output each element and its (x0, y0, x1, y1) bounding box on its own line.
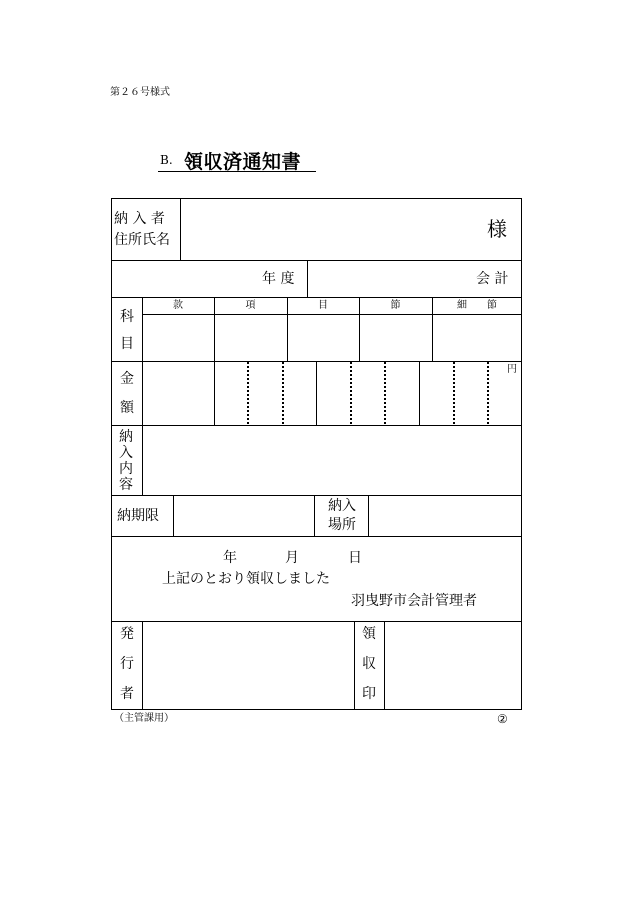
subject-col-kan: 款 (173, 300, 183, 311)
receipt-month: 月 (285, 550, 299, 566)
divider (111, 536, 522, 537)
dept-note: （主管課用） (114, 713, 174, 724)
subject-col-setsu: 節 (390, 300, 401, 311)
receipt-year: 年 (223, 550, 237, 566)
digit-separator (282, 362, 284, 424)
title-prefix: B. (160, 153, 173, 167)
subject-col-moku: 目 (318, 300, 328, 311)
digit-separator (384, 362, 386, 424)
page-title: 領収済通知書 (184, 151, 302, 173)
digit-separator (453, 362, 455, 424)
fiscal-year-label: 年 度 (262, 271, 295, 287)
account-label: 会 計 (476, 271, 509, 287)
divider (111, 297, 522, 298)
payer-label-line1: 納 入 者 (114, 211, 165, 227)
amount-label-2: 額 (120, 400, 134, 416)
issuer-label-2: 行 (120, 656, 134, 672)
amount-label-1: 金 (120, 371, 134, 387)
divider (111, 260, 522, 261)
divider (368, 495, 369, 536)
subject-col-saisetsu: 細 節 (457, 300, 497, 311)
digit-separator (350, 362, 352, 424)
digit-separator (247, 362, 249, 424)
digit-separator (487, 362, 489, 424)
divider (111, 425, 522, 426)
copy-mark: ② (497, 712, 508, 726)
divider (314, 495, 315, 536)
seal-label-3: 印 (362, 686, 376, 702)
subject-label-1: 科 (120, 309, 134, 325)
title-row (158, 147, 316, 172)
divider (142, 621, 143, 710)
payment-place-label-2: 場所 (328, 517, 356, 533)
divider (419, 361, 420, 425)
subject-col-kou: 項 (245, 300, 256, 311)
divider (307, 260, 308, 297)
issuer-label-3: 者 (120, 686, 134, 702)
accounting-official: 羽曳野市会計管理者 (351, 593, 477, 609)
divider (316, 361, 317, 425)
divider (111, 621, 522, 622)
issuer-label-1: 発 (120, 626, 134, 642)
receipt-day: 日 (348, 550, 362, 566)
deadline-label: 納期限 (117, 508, 159, 524)
honorific: 様 (487, 217, 507, 241)
divider (384, 621, 385, 710)
yen-unit: 円 (507, 364, 517, 375)
payer-label-line2: 住所氏名 (114, 232, 170, 248)
divider (354, 621, 355, 710)
content-label-1: 納 (119, 429, 133, 445)
divider (142, 297, 143, 495)
divider (214, 297, 215, 425)
subject-label-2: 目 (120, 336, 134, 352)
divider (142, 314, 522, 315)
divider (173, 495, 174, 536)
seal-label-2: 収 (362, 656, 376, 672)
content-label-2: 入 (119, 445, 133, 461)
receipt-form (111, 198, 522, 710)
form-number: 第２６号様式 (110, 87, 170, 98)
payment-place-label-1: 納入 (328, 498, 356, 514)
seal-label-1: 領 (362, 626, 376, 642)
receipt-statement: 上記のとおり領収しました (162, 571, 330, 587)
divider (180, 198, 181, 260)
content-label-3: 内 (119, 461, 133, 477)
content-label-4: 容 (119, 477, 133, 493)
